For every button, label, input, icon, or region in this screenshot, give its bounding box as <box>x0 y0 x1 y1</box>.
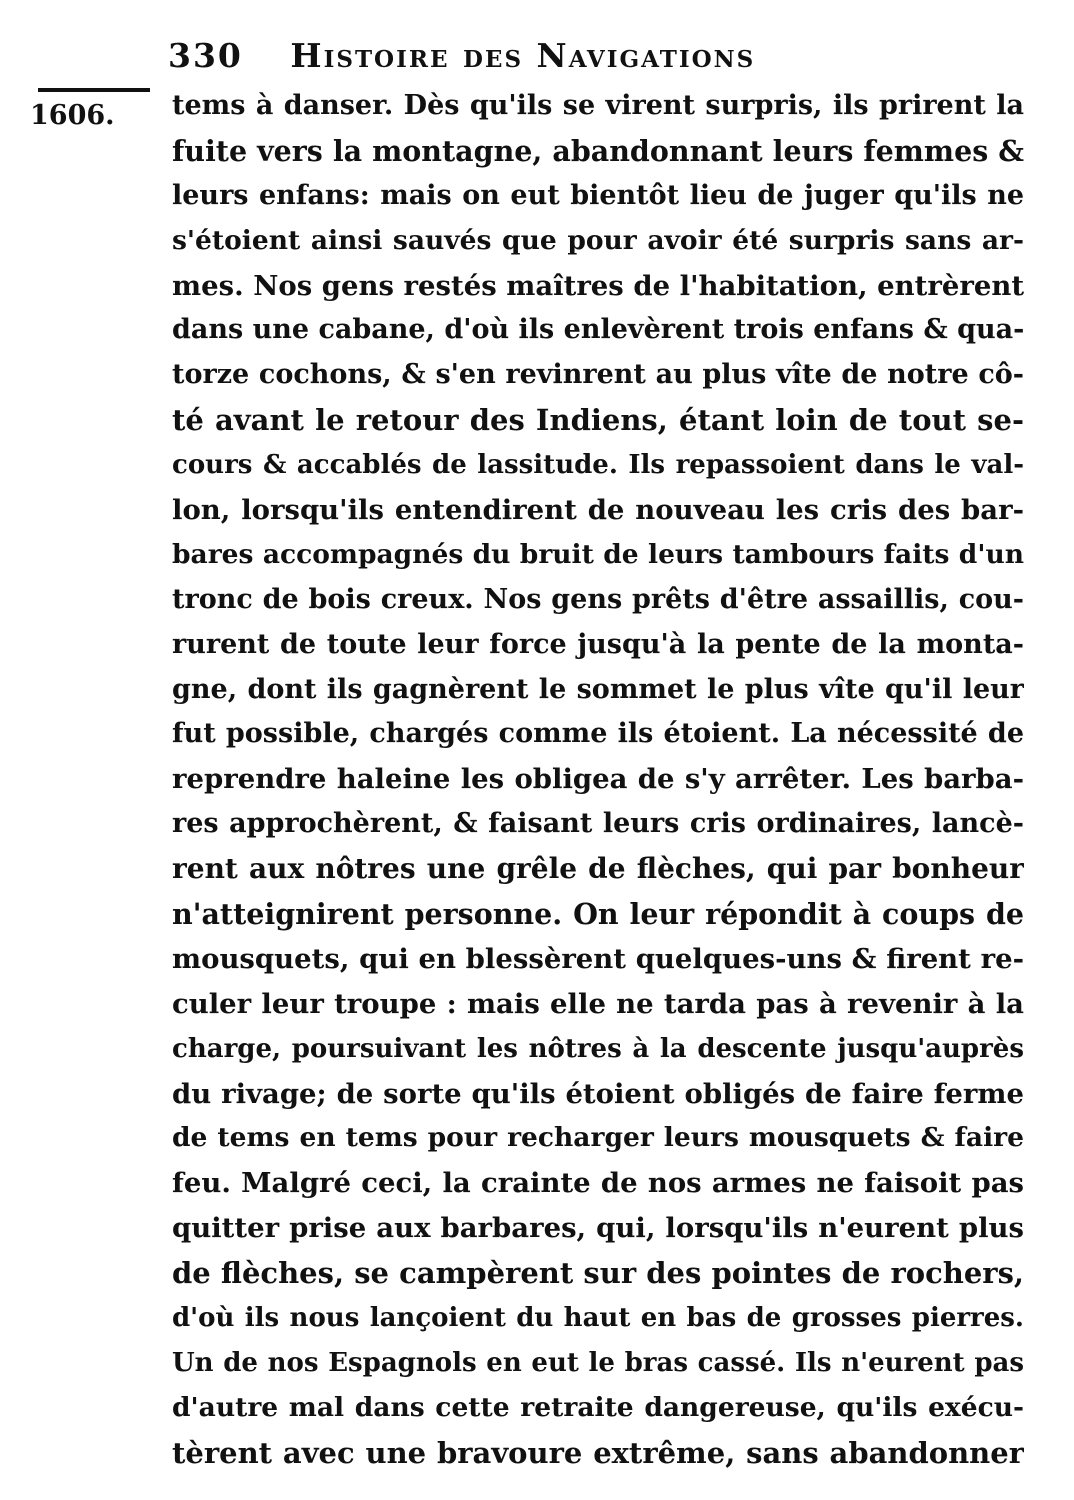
text-line: de tems en tems pour recharger leurs mousquets & faire <box>172 1122 1024 1154</box>
text-line: mes. Nos gens restés maîtres de l'habitation, entrèrent <box>172 269 1024 302</box>
text-line: de flèches, se campèrent sur des pointes de rochers, <box>172 1256 1024 1291</box>
text-line: gne, dont ils gagnèrent le sommet le plus vîte qu'il leur <box>172 673 1024 705</box>
text-line: d'où ils nous lançoient du haut en bas de grosses pierres. <box>172 1303 1024 1334</box>
text-line: tèrent avec une bravoure extrême, sans abandonner <box>172 1435 1024 1470</box>
text-line: culer leur troupe : mais elle ne tarda pas à revenir à la <box>172 987 1024 1020</box>
text-line: bares accompagnés du bruit de leurs tambours faits d'un <box>172 538 1024 570</box>
text-line: torze cochons, & s'en revinrent au plus vîte de notre cô- <box>172 359 1024 391</box>
text-line: quitter prise aux barbares, qui, lorsqu'ils n'eurent plus <box>172 1212 1024 1245</box>
text-line: feu. Malgré ceci, la crainte de nos armes ne faisoit pas <box>172 1167 1024 1200</box>
text-line: tronc de bois creux. Nos gens prêts d'être assaillis, cou- <box>172 583 1024 615</box>
body-text <box>172 84 1024 1476</box>
text-line: rent aux nôtres une grêle de flèches, qui par bonheur <box>172 852 1024 886</box>
text-line: s'étoient ainsi sauvés que pour avoir été surpris sans ar- <box>172 224 1024 256</box>
text-line: du rivage; de sorte qu'ils étoient obligés de faire ferme <box>172 1077 1024 1110</box>
text-line: tems à danser. Dès qu'ils se virent surpris, ils prirent la <box>172 90 1024 121</box>
text-line: dans une cabane, d'où ils enlevèrent trois enfans & qua- <box>172 314 1024 346</box>
page-header <box>168 36 908 78</box>
running-title: Histoire des Navigations <box>290 36 756 75</box>
text-line: lon, lorsqu'ils entendirent de nouveau les cris des bar- <box>172 494 1024 527</box>
text-line: mousquets, qui en blessèrent quelques-uns & firent re- <box>172 942 1024 975</box>
text-line: Un de nos Espagnols en eut le bras cassé. Ils n'eurent pas <box>172 1347 1024 1378</box>
text-line: reprendre haleine les obligea de s'y arrêter. Les barba- <box>172 763 1024 796</box>
text-line: n'atteignirent personne. On leur répondit à coups de <box>172 897 1024 932</box>
text-line: res approchèrent, & faisant leurs cris ordinaires, lancè- <box>172 808 1024 840</box>
text-line: té avant le retour des Indiens, étant loin de tout se- <box>172 403 1024 438</box>
text-line: leurs enfans: mais on eut bientôt lieu de juger qu'ils ne <box>172 179 1024 211</box>
header-rule <box>38 88 150 92</box>
text-line: rurent de toute leur force jusqu'à la pente de la monta- <box>172 628 1024 660</box>
text-line: d'autre mal dans cette retraite dangereuse, qu'ils exécu- <box>172 1391 1024 1423</box>
page-number: 330 <box>168 36 243 75</box>
text-line: charge, poursuivant les nôtres à la descente jusqu'auprès <box>172 1033 1024 1064</box>
text-line: cours & accablés de lassitude. Ils repassoient dans le val- <box>172 450 1024 481</box>
text-line: fut possible, chargés comme ils étoient. La nécessité de <box>172 718 1024 750</box>
text-line: fuite vers la montagne, abandonnant leurs femmes & <box>172 133 1024 168</box>
margin-year-note: 1606. <box>30 100 115 131</box>
